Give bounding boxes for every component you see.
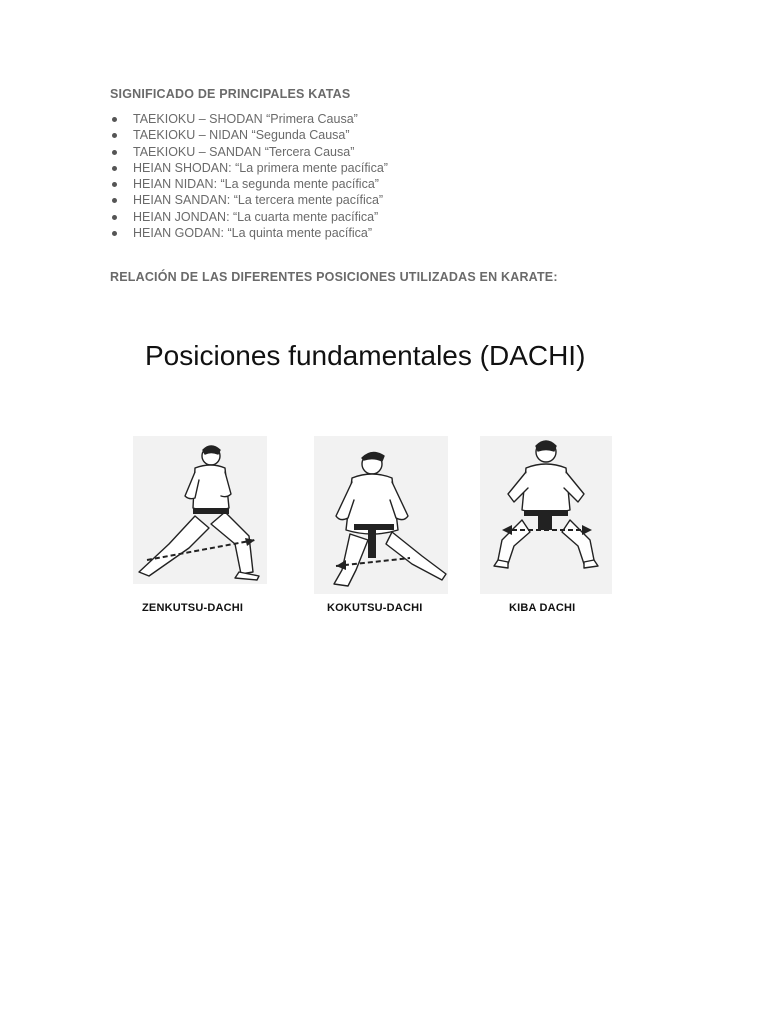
bullet-icon (112, 182, 117, 187)
bullet-icon (112, 215, 117, 220)
list-item-text: HEIAN NIDAN: “La segunda mente pacífica” (133, 177, 379, 192)
list-item (110, 111, 388, 127)
list-item-text: HEIAN GODAN: “La quinta mente pacífica” (133, 226, 372, 241)
zenkutsu-figure-drawing (133, 436, 267, 584)
list-item (110, 176, 388, 192)
list-item-text: TAEKIOKU – SHODAN “Primera Causa” (133, 112, 358, 126)
bullet-icon (112, 133, 117, 138)
section-title-katas: SIGNIFICADO DE PRINCIPALES KATAS (110, 87, 351, 101)
zenkutsu-stance-illustration (133, 436, 267, 584)
list-item (110, 160, 388, 176)
bullet-icon (112, 166, 117, 171)
list-item (110, 127, 388, 143)
list-item-text: TAEKIOKU – NIDAN “Segunda Causa” (133, 128, 350, 143)
bullet-icon (112, 198, 117, 203)
caption-zenkutsu: ZENKUTSU-DACHI (142, 602, 244, 614)
caption-kokutsu: KOKUTSU-DACHI (327, 602, 423, 614)
kiba-figure-drawing (480, 436, 612, 594)
bullet-icon (112, 231, 117, 236)
list-item-text: HEIAN SHODAN: “La primera mente pacífica” (133, 160, 388, 175)
list-item (110, 144, 388, 160)
caption-kiba: KIBA DACHI (509, 602, 576, 614)
list-item (110, 225, 388, 241)
section-title-positions: RELACIÓN DE LAS DIFERENTES POSICIONES UTILIZADAS EN KARATE: (110, 270, 558, 284)
bullet-icon (112, 117, 117, 122)
list-item (110, 209, 388, 225)
bullet-icon (112, 150, 117, 155)
list-item-text: TAEKIOKU – SANDAN “Tercera Causa” (133, 144, 355, 159)
list-item (110, 192, 388, 208)
list-item-text: HEIAN JONDAN: “La cuarta mente pacífica” (133, 209, 379, 224)
figure-title: Posiciones fundamentales (DACHI) (145, 340, 586, 371)
kokutsu-figure-drawing (314, 436, 448, 594)
kokutsu-stance-illustration (314, 436, 448, 594)
kiba-stance-illustration (480, 436, 612, 594)
list-item-text: HEIAN SANDAN: “La tercera mente pacífica” (133, 193, 384, 208)
katas-list (110, 111, 388, 241)
